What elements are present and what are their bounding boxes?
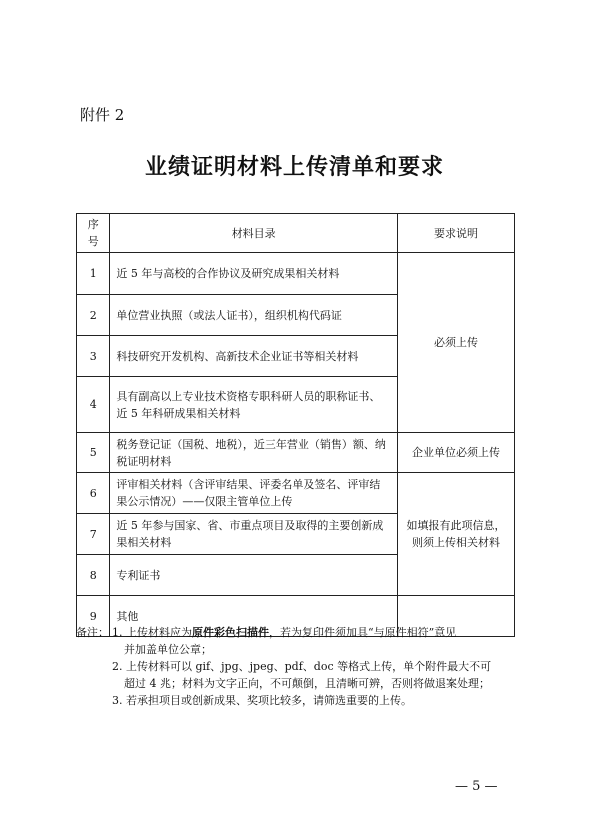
note-text: 若承担项目或创新成果、奖项比较多，请筛选重要的上传。 [126,694,412,707]
requirement-cell: 必须上传 [397,253,514,433]
header-item: 材料目录 [110,214,398,253]
note-highlight: 原件彩色扫描件 [192,626,269,639]
attachment-label: 附件 2 [80,106,125,124]
row-number: 6 [77,473,110,514]
requirement-cell: 企业单位必须上传 [397,433,514,473]
row-number: 1 [77,253,110,295]
note-item [112,692,412,709]
table-row [77,253,515,295]
note-continuation: 并加盖单位公章； [124,643,212,656]
row-item: 具有副高以上专业技术资格专职科研人员的职称证书、近 5 年科研成果相关材料 [110,377,398,433]
note-item [112,624,456,658]
note-number: 3. [112,694,123,707]
header-no: 序号 [77,214,110,253]
note-number: 2. [112,660,123,673]
row-number: 8 [77,555,110,596]
table-row [77,473,515,514]
note-continuation: 超过 4 兆；材料为文字正向，不可颠倒，且清晰可辨，否则将做退案处理； [124,677,490,690]
row-number: 9 [77,596,110,637]
page-number: — 5 — [455,779,498,794]
requirements-table [76,213,515,637]
row-number: 7 [77,514,110,555]
row-item: 单位营业执照（或法人证书），组织机构代码证 [110,295,398,336]
note-text: 上传材料应为 [126,626,192,639]
note-text: 上传材料可以 gif、jpg、jpeg、pdf、doc 等格式上传，单个附件最大不可 [126,660,492,673]
row-item: 评审相关材料（含评审结果、评委名单及签名、评审结果公示情况）——仅限主管单位上传 [110,473,398,514]
row-item: 其他 [110,596,398,637]
row-item: 近 5 年与高校的合作协议及研究成果相关材料 [110,253,398,295]
header-requirement: 要求说明 [397,214,514,253]
page-title: 业绩证明材料上传清单和要求 [144,154,444,180]
row-number: 2 [77,295,110,336]
table-row [77,433,515,473]
notes-label: 备注： [76,626,109,639]
requirement-cell: 如填报有此项信息，则须上传相关材料 [397,473,514,596]
row-number: 3 [77,336,110,377]
row-item: 近 5 年参与国家、省、市重点项目及取得的主要创新成果相关材料 [110,514,398,555]
table-header-row [77,214,515,253]
row-item: 税务登记证（国税、地税），近三年营业（销售）额、纳税证明材料 [110,433,398,473]
note-item [112,658,491,692]
row-number: 5 [77,433,110,473]
row-item: 专利证书 [110,555,398,596]
note-text: ，若为复印件须加具“与原件相符”意见 [269,626,457,639]
row-item: 科技研究开发机构、高新技术企业证书等相关材料 [110,336,398,377]
row-number: 4 [77,377,110,433]
note-number: 1. [112,626,123,639]
